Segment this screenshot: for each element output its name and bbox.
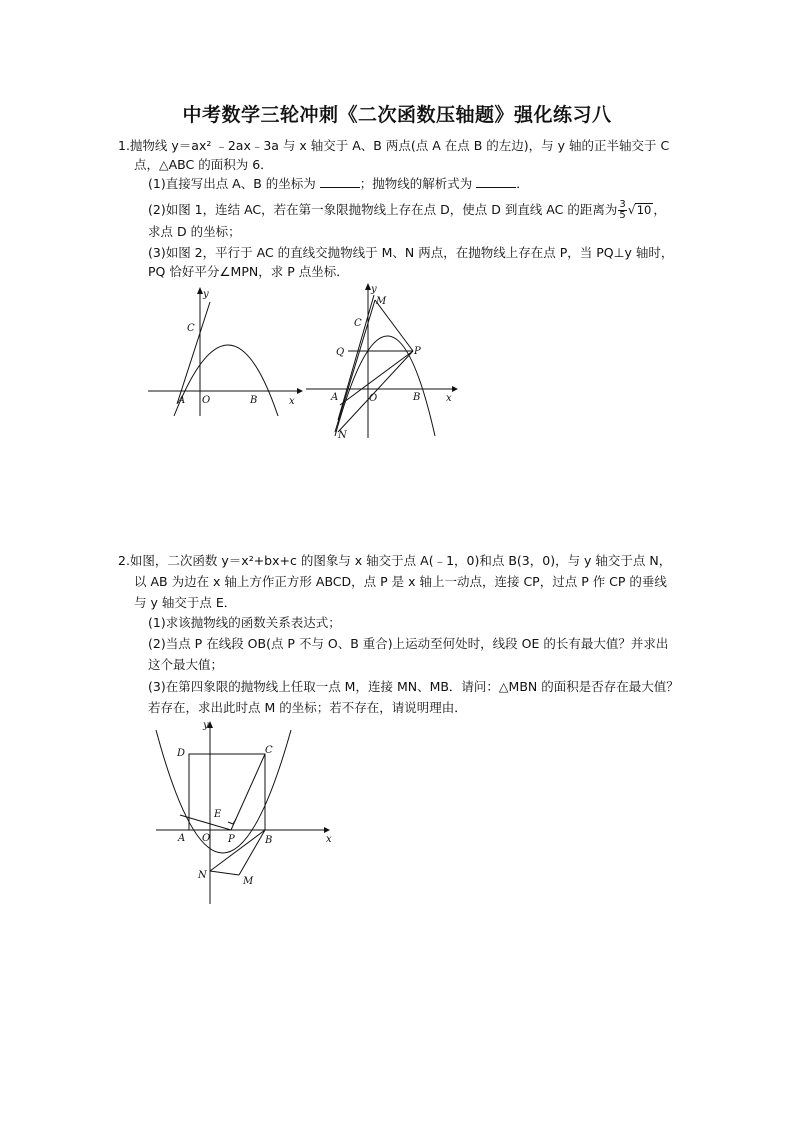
point-label-m: M xyxy=(376,296,387,307)
point-label-p: P xyxy=(414,346,421,357)
sqrt-radicand: 10 xyxy=(636,203,652,217)
point-label-c: C xyxy=(354,318,362,329)
q1-part2-text-b: ， xyxy=(653,202,666,217)
point-label-e: E xyxy=(214,809,222,820)
q1-part1-text-c: ． xyxy=(516,176,529,191)
q1-part3-line1: (3)如图 2，平行于 AC 的直线交抛物线于 M、N 两点，在抛物线上存在点 P，当 PQ⊥y 轴时， xyxy=(148,245,674,260)
q2-line2: 以 AB 为边在 x 轴上方作正方形 ABCD，点 P 是 x 轴上一动点，连接 CP，过点 P 作 CP 的垂线 xyxy=(134,574,667,589)
q1-part1 xyxy=(148,176,529,192)
answer-blank-1[interactable] xyxy=(320,176,360,188)
q1-part2-line2: 求点 D 的坐标； xyxy=(148,224,241,239)
q1-line2: 点，△ABC 的面积为 6． xyxy=(134,157,273,172)
point-label-p: P xyxy=(228,834,235,845)
q1-part1-text-a: (1)直接写出点 A、B 的坐标为 xyxy=(148,176,316,191)
point-label-a: A xyxy=(331,392,339,403)
origin-label: O xyxy=(202,833,211,844)
q2-part2-line1: (2)当点 P 在线段 OB(点 P 不与 O、B 重合)上运动至何处时，线段 OE 的长有最大值？并求出 xyxy=(148,636,669,651)
point-label-a: A xyxy=(178,833,186,844)
origin-label: O xyxy=(369,393,378,404)
page-title: 中考数学三轮冲刺《二次函数压轴题》强化练习八 xyxy=(182,104,612,126)
fraction xyxy=(618,200,626,221)
origin-label: O xyxy=(202,395,211,406)
answer-blank-2[interactable] xyxy=(476,176,516,188)
point-label-b: B xyxy=(265,835,273,846)
y-axis-label: y xyxy=(203,720,209,731)
point-label-b: B xyxy=(250,395,258,406)
point-label-n: N xyxy=(198,870,207,881)
point-label-d: D xyxy=(177,748,186,759)
point-label-q: Q xyxy=(336,347,345,358)
point-label-c: C xyxy=(187,323,195,334)
q1-part3-line2: PQ 恰好平分∠MPN，求 P 点坐标． xyxy=(148,264,349,279)
x-axis-label: x xyxy=(289,396,295,407)
q2-part2-line2: 这个最大值； xyxy=(148,657,224,672)
q1-part2: (2)如图 1，连结 AC，若在第一象限抛物线上存在点 D，使点 D 到直线 AC 的距离为 $\frac{3}{5}$ √10 ， xyxy=(148,199,666,221)
q2-line1: 2.如图，二次函数 y＝x²+bx+c 的图象与 x 轴交于点 A(﹣1，0)和点 B(3，0)，与 y 轴交于点 N， xyxy=(118,553,672,568)
point-label-n: N xyxy=(338,430,347,441)
figure-2 xyxy=(300,270,465,442)
fraction-numerator: 3 xyxy=(619,199,626,210)
q2-part3-line2: 若存在，求出此时点 M 的坐标；若不存在，请说明理由． xyxy=(148,700,467,715)
y-axis-label: y xyxy=(371,284,377,295)
figure-3 xyxy=(148,716,338,908)
point-label-b: B xyxy=(413,392,421,403)
figure-1 xyxy=(140,284,310,420)
fraction-denominator: 5 xyxy=(619,210,626,221)
point-label-m: M xyxy=(243,876,254,887)
y-axis-label: y xyxy=(203,289,209,300)
q2-part3-line1: (3)在第四象限的抛物线上任取一点 M，连接 MN、MB．请问：△MBN 的面积是否存在最大值？ xyxy=(148,679,679,694)
q2-line3: 与 y 轴交于点 E． xyxy=(134,595,237,610)
x-axis-label: x xyxy=(446,393,452,404)
q1-part2-text-a: (2)如图 1，连结 AC，若在第一象限抛物线上存在点 D，使点 D 到直线 AC 的距离为 xyxy=(148,202,618,217)
q1-line1: 1.抛物线 y＝ax² ﹣2ax﹣3a 与 x 轴交于 A、B 两点(点 A 在点 B 的左边)，与 y 轴的正半轴交于 C xyxy=(118,138,670,153)
x-axis-label: x xyxy=(326,834,332,845)
q2-part1: (1)求该抛物线的函数关系表达式； xyxy=(148,615,341,630)
point-label-a: A xyxy=(178,395,186,406)
point-label-c: C xyxy=(265,745,273,756)
q1-part1-text-b: ；抛物线的解析式为 xyxy=(359,176,473,191)
